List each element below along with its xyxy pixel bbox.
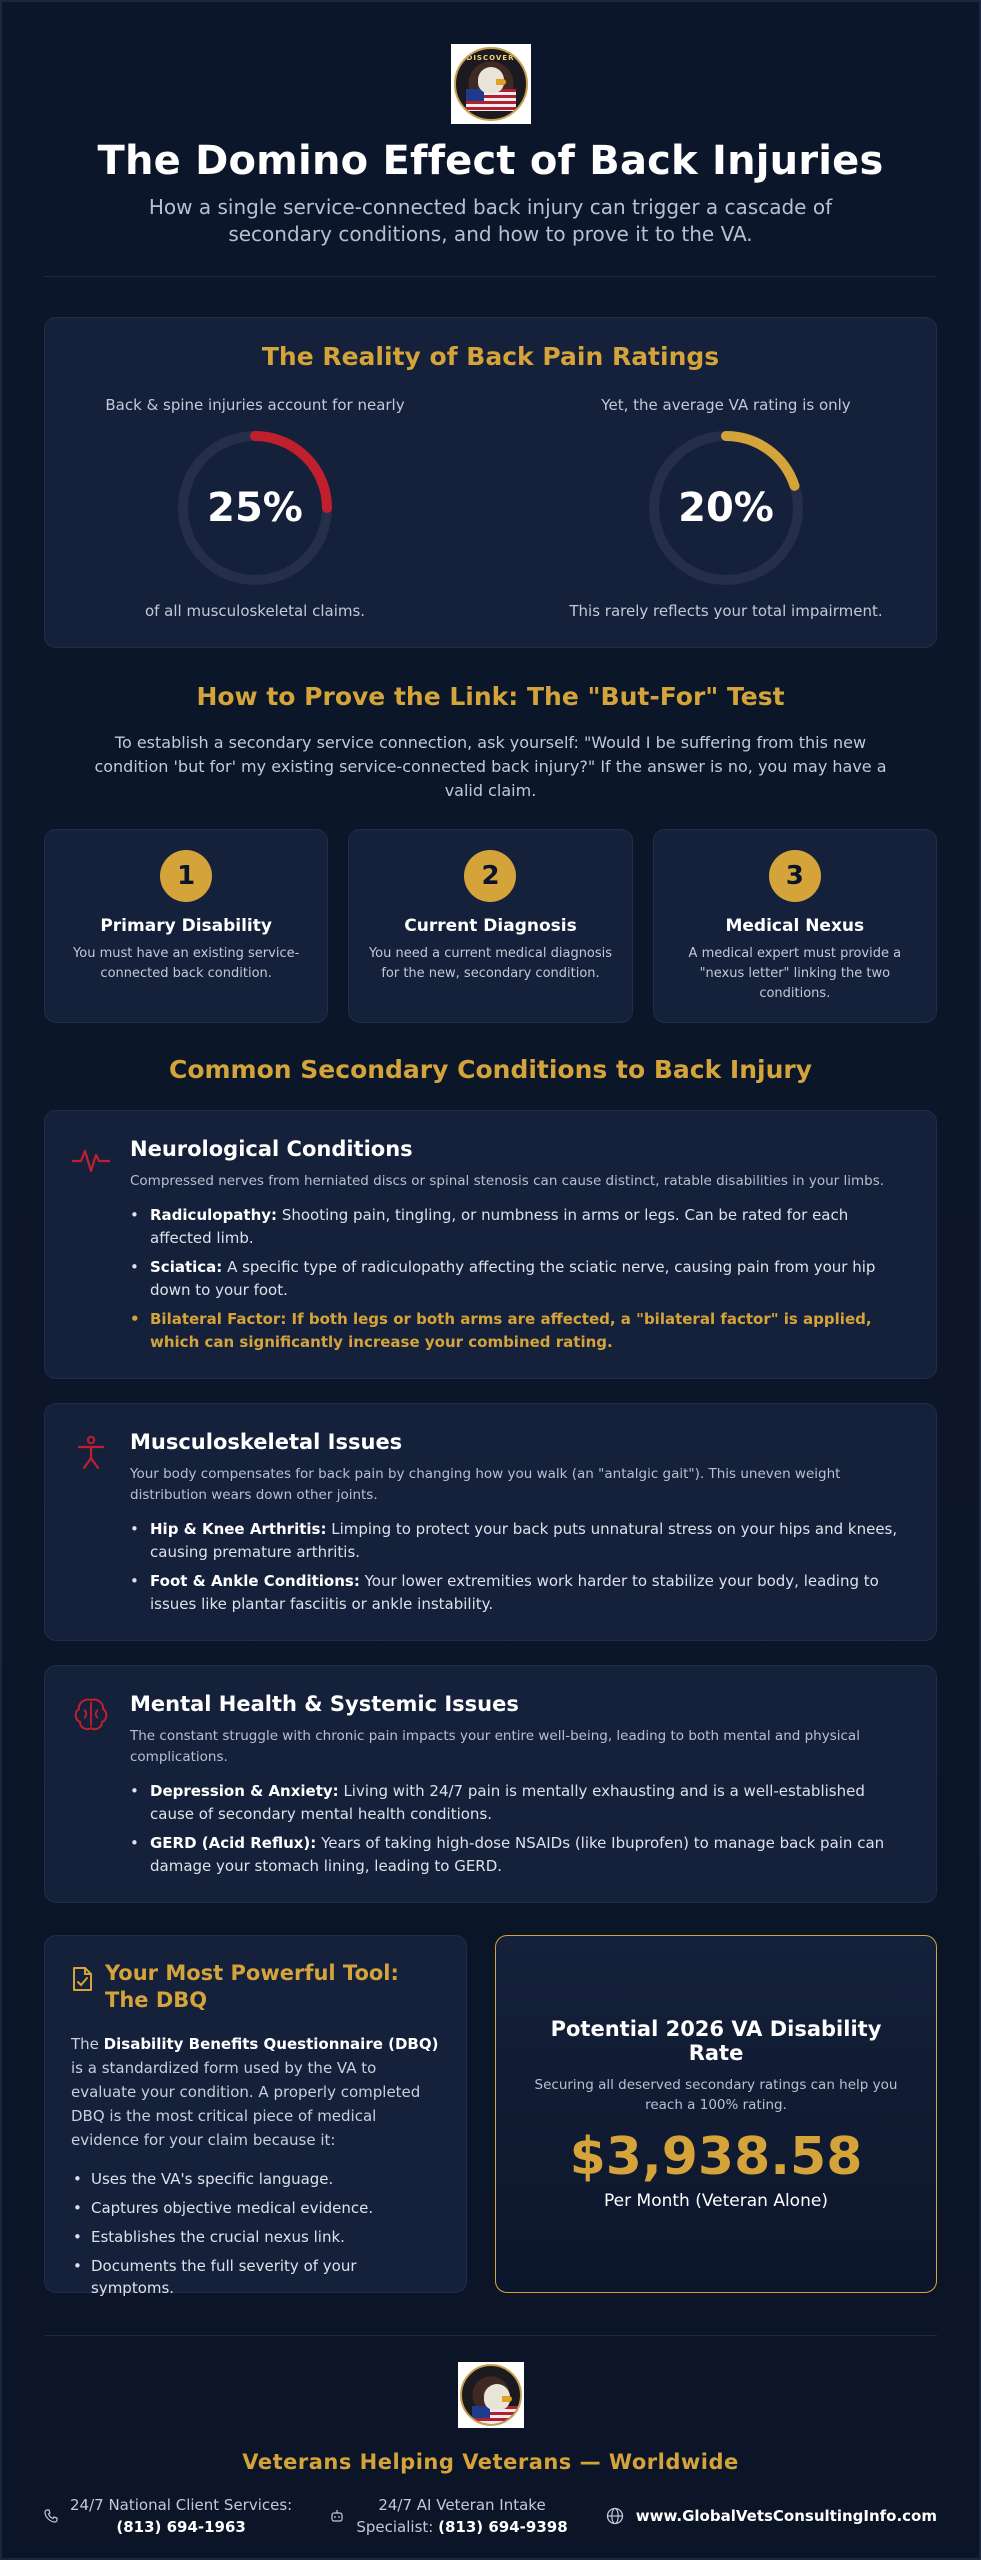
document-check-icon — [71, 1966, 93, 1992]
stat-footnote: This rarely reflects your total impairment. — [569, 602, 883, 620]
condition-card-musculoskeletal — [44, 1403, 937, 1641]
condition-desc: Compressed nerves from herniated discs or spinal stenosis can cause distinct, ratable disabilities in your limbs. — [130, 1173, 885, 1189]
step-title: Primary Disability — [100, 916, 272, 936]
contact-website[interactable] — [606, 2507, 937, 2525]
robot-icon — [330, 2509, 344, 2523]
step-title: Current Diagnosis — [404, 916, 577, 936]
conditions-heading: Common Secondary Conditions to Back Injury — [168, 1055, 812, 1084]
stat-value: 20% — [678, 485, 774, 531]
dbq-title: Your Most Powerful Tool: The DBQ — [105, 1961, 399, 2012]
stat-caption: Yet, the average VA rating is only — [601, 396, 851, 414]
condition-desc: Your body compensates for back pain by changing how you walk (an "antalgic gait"). This uneven weight distribution wears down other joints. — [130, 1466, 841, 1503]
proof-heading: How to Prove the Link: The "But-For" Test — [196, 682, 785, 711]
stat-rating — [516, 396, 936, 620]
stat-caption: Back & spine injuries account for nearly — [105, 396, 405, 414]
list-item: • Documents the full severity of your symptoms. — [71, 2255, 440, 2299]
condition-title: Mental Health & Systemic Issues — [130, 1692, 519, 1716]
condition-list — [130, 1780, 908, 1878]
stat-claims — [45, 396, 465, 620]
page-subtitle: How a single service-connected back injury can trigger a cascade of secondary conditions, and how to prove it to the VA. — [148, 195, 833, 246]
step-text: You must have an existing service-connected back condition. — [73, 946, 300, 981]
step-number: 3 — [769, 850, 821, 902]
logo-text: DISCOVER — [466, 54, 515, 62]
stat-value: 25% — [207, 485, 303, 531]
bottom-section — [44, 1935, 937, 2297]
reality-card — [44, 317, 937, 648]
footer-logo — [458, 2362, 524, 2428]
dbq-list — [71, 2168, 440, 2299]
donut-chart — [175, 428, 335, 588]
condition-desc: The constant struggle with chronic pain impacts your entire well-being, leading to both mental and physical complications. — [130, 1728, 860, 1765]
list-item: • Hip & Knee Arthritis: Limping to protect your back puts unnatural stress on your hips and knees, causing premature arthritis. — [130, 1518, 908, 1564]
globe-icon — [606, 2507, 624, 2525]
contact-bar — [44, 2494, 937, 2538]
contact-ai-intake[interactable]: 24/7 AI Veteran Intake Specialist: (813) 694-9398 — [330, 2494, 567, 2538]
list-item: • Establishes the crucial nexus link. — [71, 2226, 440, 2248]
dbq-card — [44, 1935, 467, 2297]
reality-heading: The Reality of Back Pain Ratings — [261, 342, 720, 371]
list-item: • Uses the VA's specific language. — [71, 2168, 440, 2190]
eagle-logo-icon — [460, 2364, 522, 2426]
step-card — [44, 829, 328, 1023]
divider — [44, 276, 937, 277]
step-text: A medical expert must provide a "nexus letter" linking the two conditions. — [688, 946, 902, 1001]
step-card — [348, 829, 632, 1023]
rate-period: Per Month (Veteran Alone) — [604, 2191, 828, 2211]
step-card — [653, 829, 937, 1023]
condition-card-neurological — [44, 1110, 937, 1379]
step-number: 1 — [160, 850, 212, 902]
stat-footnote: of all musculoskeletal claims. — [144, 602, 366, 620]
contact-client-services[interactable]: 24/7 National Client Services: (813) 694-1963 — [44, 2494, 292, 2538]
list-item: • Radiculopathy: Shooting pain, tingling, or numbness in arms or legs. Can be rated for each affected limb. — [130, 1204, 908, 1250]
step-text: You need a current medical diagnosis for the new, secondary condition. — [368, 946, 613, 981]
pulse-icon — [71, 1139, 111, 1179]
page-title: The Domino Effect of Back Injuries — [97, 138, 884, 184]
condition-list — [130, 1204, 908, 1354]
list-item: • GERD (Acid Reflux): Years of taking high-dose NSAIDs (like Ibuprofen) to manage back pain can damage your stomach lining, leading to GERD. — [130, 1832, 908, 1878]
steps — [44, 829, 937, 1023]
rate-amount: $3,938.58 — [569, 2127, 863, 2187]
dbq-paragraph: The Disability Benefits Questionnaire (DBQ) is a standardized form used by the VA to evaluate your condition. A properly completed DBQ is the most critical piece of medical evidence for your claim because it: — [71, 2035, 439, 2149]
footer-tagline: Veterans Helping Veterans — Worldwide — [242, 2450, 739, 2474]
condition-list — [130, 1518, 908, 1616]
phone-icon — [44, 2509, 58, 2523]
divider — [44, 2335, 937, 2336]
condition-title: Musculoskeletal Issues — [130, 1430, 403, 1454]
step-number: 2 — [464, 850, 516, 902]
rate-title: Potential 2026 VA Disability Rate — [550, 2017, 882, 2065]
eagle-logo-icon — [454, 47, 528, 121]
condition-card-mental-health — [44, 1665, 937, 1903]
list-item: • Depression & Anxiety: Living with 24/7 pain is mentally exhausting and is a well-established cause of secondary mental health conditions. — [130, 1780, 908, 1826]
brain-icon — [71, 1694, 111, 1734]
rate-card — [495, 1935, 937, 2293]
website-link[interactable]: www.GlobalVetsConsultingInfo.com — [635, 2507, 937, 2525]
proof-intro: To establish a secondary service connection, ask yourself: "Would I be suffering from this new condition 'but for' my existing service-connected back injury?" If the answer is no, you may have a valid claim. — [94, 733, 887, 800]
step-title: Medical Nexus — [725, 916, 865, 936]
condition-title: Neurological Conditions — [130, 1137, 413, 1161]
list-item: • Foot & Ankle Conditions: Your lower extremities work harder to stabilize your body, leading to issues like plantar fasciitis or ankle instability. — [130, 1570, 908, 1616]
person-icon — [71, 1432, 111, 1472]
list-item: • Sciatica: A specific type of radiculopathy affecting the sciatic nerve, causing pain from your hip down to your foot. — [130, 1256, 908, 1302]
rate-subtitle: Securing all deserved secondary ratings can help you reach a 100% rating. — [534, 2077, 898, 2113]
logo — [451, 44, 531, 124]
donut-chart — [646, 428, 806, 588]
list-item-highlight: • Bilateral Factor: If both legs or both arms are affected, a "bilateral factor" is applied, which can significantly increase your combined rating. — [130, 1308, 908, 1354]
list-item: • Captures objective medical evidence. — [71, 2197, 440, 2219]
